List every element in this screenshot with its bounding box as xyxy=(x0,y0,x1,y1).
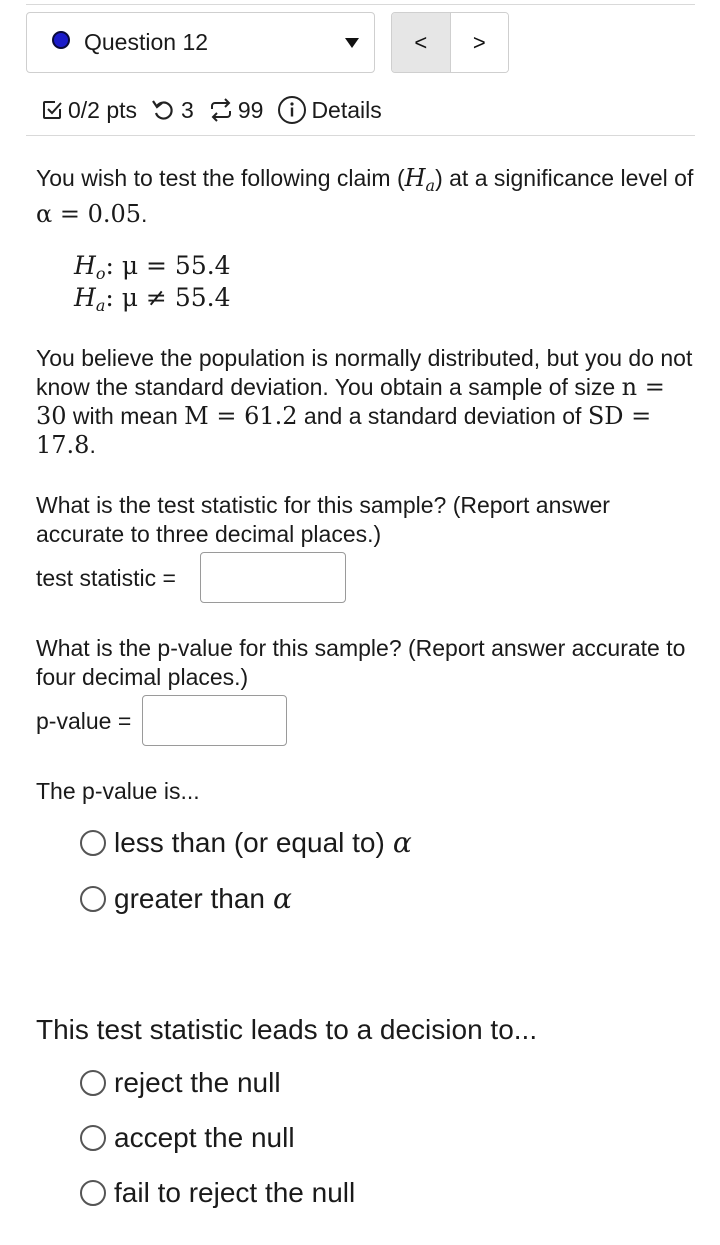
option-reject-null[interactable] xyxy=(80,1067,281,1099)
option-accept-null[interactable] xyxy=(80,1122,295,1154)
alpha-symbol: α xyxy=(273,882,292,915)
retries-count: 3 xyxy=(181,96,194,123)
question-label: Question 12 xyxy=(84,29,209,55)
decision-prompt: This test statistic leads to a decision to... xyxy=(36,1014,538,1045)
points-text: 0/2 pts xyxy=(68,96,138,123)
previous-question-button[interactable]: < xyxy=(392,13,451,72)
next-question-button[interactable]: > xyxy=(451,13,509,72)
h0-var: H xyxy=(74,251,96,280)
test-statistic-input[interactable] xyxy=(200,552,346,603)
info-icon xyxy=(277,95,307,125)
details-label: Details xyxy=(311,96,382,123)
attempts-count: 99 xyxy=(237,96,264,123)
mean-expression: M = 61.2 xyxy=(184,402,298,430)
alpha-expression: α = 0.05 xyxy=(36,200,142,228)
p-value-label: p-value = xyxy=(36,708,132,734)
desc-end: . xyxy=(89,432,96,458)
h0-relation: : μ = 55.4 xyxy=(105,251,231,280)
caret-down-icon[interactable] xyxy=(345,38,359,48)
points-item xyxy=(40,97,137,124)
desc-a: You believe the population is normally distributed, but you do not know the standard deviation. You obtain a sample of size xyxy=(36,345,693,400)
pvalue-compare-prompt: The p-value is... xyxy=(36,778,200,804)
details-button[interactable] xyxy=(277,95,381,125)
option-label: greater than xyxy=(114,882,265,914)
option-label: accept the null xyxy=(114,1122,295,1153)
meta-divider xyxy=(26,135,695,136)
desc-b: with mean xyxy=(66,403,185,429)
p-value-prompt: What is the p-value for this sample? (Report answer accurate to four decimal places.) xyxy=(36,635,686,690)
ha-relation: : μ ≠ 55.4 xyxy=(105,283,231,312)
sample-description xyxy=(36,344,696,460)
ha-var: H xyxy=(74,283,96,312)
radio-circle-icon[interactable] xyxy=(80,1180,106,1206)
desc-c: and a standard deviation of xyxy=(297,403,588,429)
retries-item xyxy=(151,97,194,124)
h0-sub: o xyxy=(95,264,106,283)
radio-circle-icon[interactable] xyxy=(80,830,106,856)
option-fail-to-reject-null[interactable] xyxy=(80,1177,355,1209)
radio-circle-icon[interactable] xyxy=(80,1125,106,1151)
attempts-item xyxy=(208,97,264,124)
alternative-hypothesis xyxy=(74,282,230,322)
claim-text xyxy=(36,164,696,229)
option-label: reject the null xyxy=(114,1067,281,1098)
check-square-icon xyxy=(40,98,64,122)
repeat-icon xyxy=(208,97,234,123)
question-meta xyxy=(40,92,396,128)
option-label: fail to reject the null xyxy=(114,1177,356,1208)
status-dot-icon xyxy=(52,31,70,49)
test-statistic-prompt: What is the test statistic for this sample? (Report answer accurate to three decimal places.) xyxy=(36,492,610,547)
option-label: less than (or equal to) xyxy=(114,826,385,858)
radio-circle-icon[interactable] xyxy=(80,1070,106,1096)
n-expression: n = 30 xyxy=(36,373,665,430)
option-greater-than[interactable] xyxy=(80,882,292,915)
p-value-input[interactable] xyxy=(142,695,287,746)
top-divider xyxy=(26,4,695,5)
radio-circle-icon[interactable] xyxy=(80,886,106,912)
alpha-symbol: α xyxy=(392,826,412,859)
sd-expression: SD = 17.8 xyxy=(36,402,652,459)
retry-icon xyxy=(151,98,177,122)
option-less-than[interactable] xyxy=(80,826,412,859)
ha-sub: a xyxy=(95,296,106,315)
claim-var: H xyxy=(404,164,426,192)
test-statistic-label: test statistic = xyxy=(36,565,176,591)
question-nav xyxy=(391,12,509,73)
claim-text-b: ) at a significance level of xyxy=(435,165,694,191)
claim-end: . xyxy=(141,201,148,227)
claim-text-a: You wish to test the following claim ( xyxy=(36,165,405,191)
claim-sub: a xyxy=(425,176,436,195)
